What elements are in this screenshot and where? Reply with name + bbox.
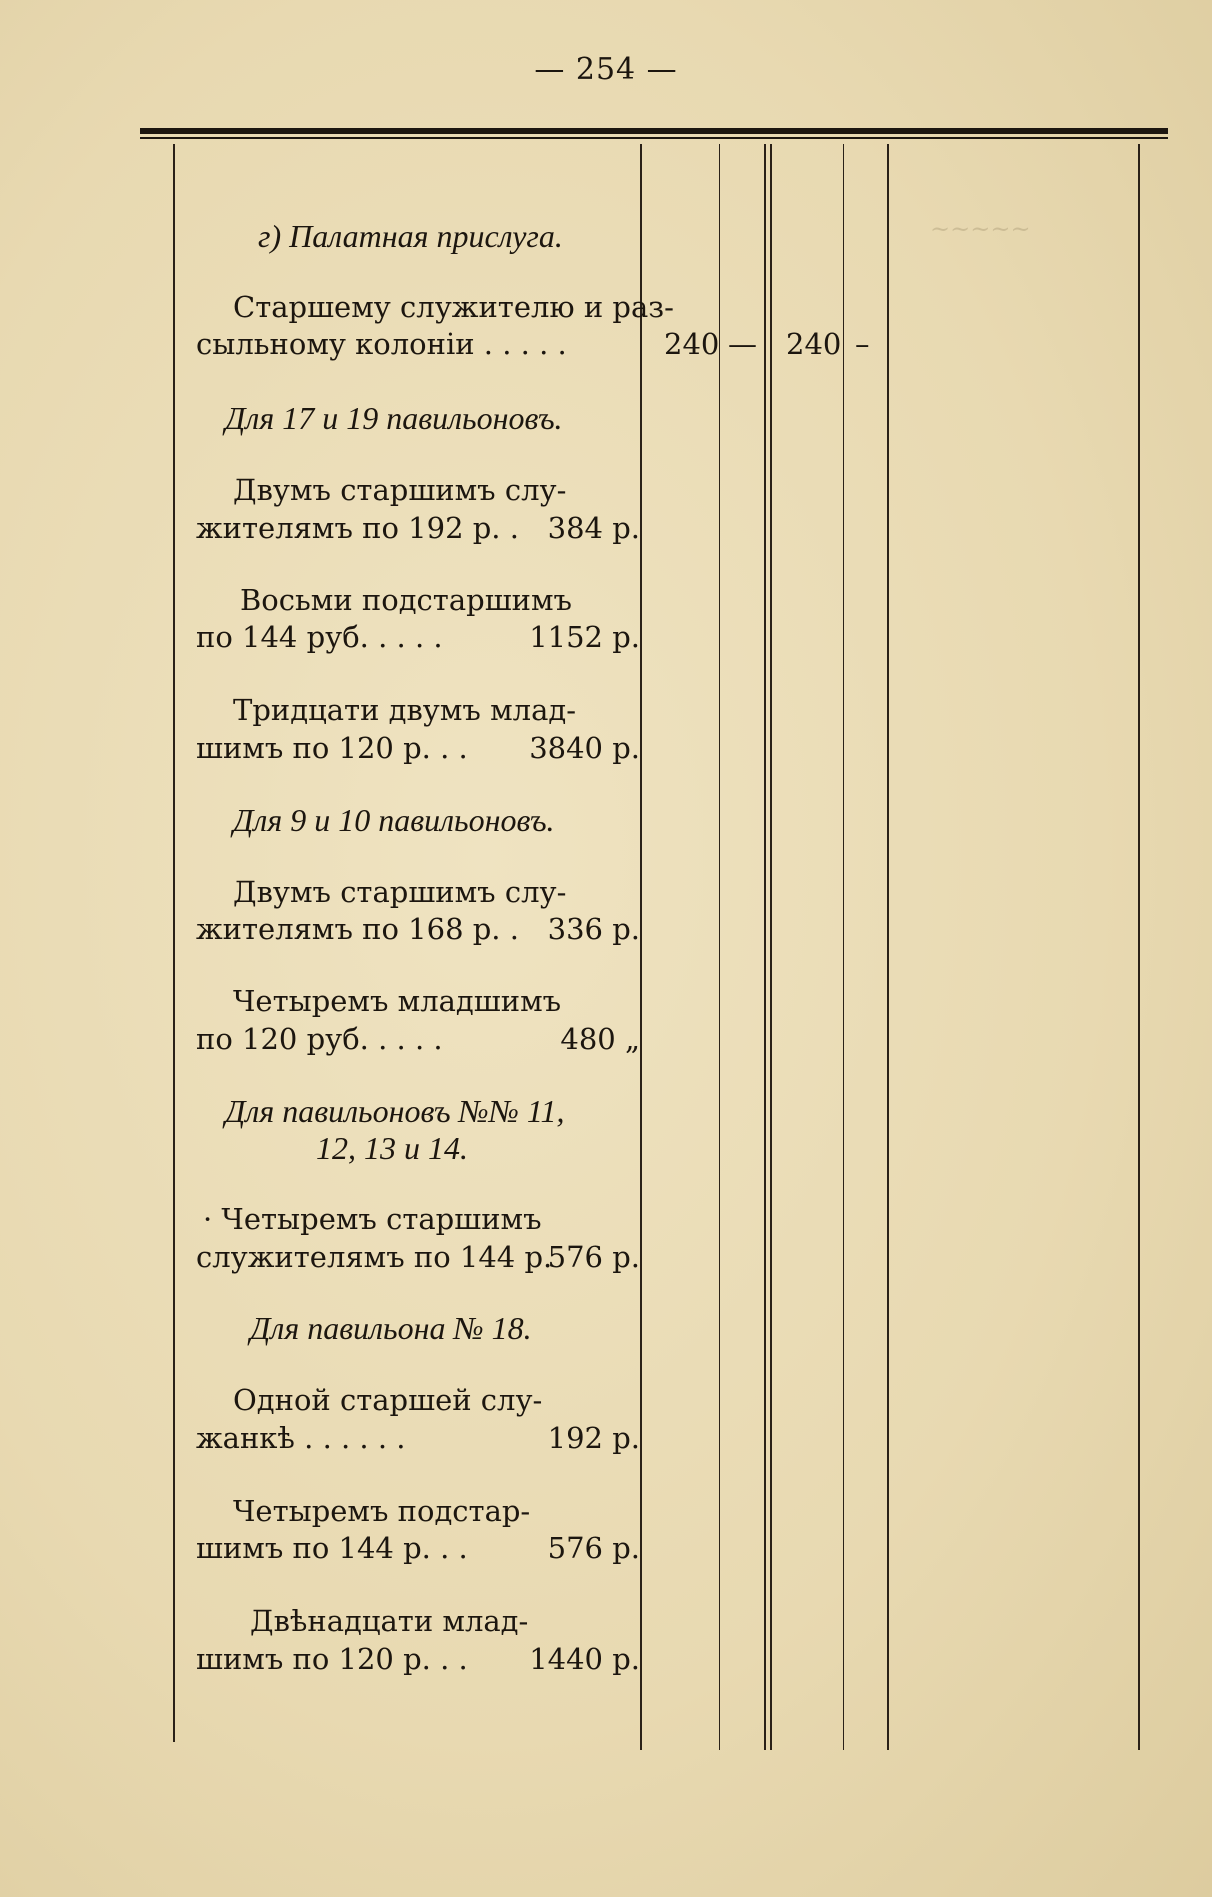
entry-line: шимъ по 120 р. . . <box>196 1642 468 1676</box>
sub-amount: 576 р. <box>547 1240 640 1274</box>
amount-kopecks: – <box>855 327 870 361</box>
entry-line: Четыремъ младшимъ <box>233 984 562 1018</box>
entry-line: шимъ по 144 р. . . <box>196 1531 468 1565</box>
entry-line: служителямъ по 144 р. <box>196 1240 553 1274</box>
entry-line: жителямъ по 192 р. . <box>196 511 519 545</box>
sub-amount: 480 „ <box>560 1022 640 1056</box>
entry-line: жителямъ по 168 р. . <box>196 912 519 946</box>
table-right-border <box>1138 144 1140 1750</box>
amount-rubles: 240 <box>664 327 720 361</box>
sub-amount: 1152 р. <box>529 620 640 654</box>
sub-amount: 576 р. <box>547 1531 640 1565</box>
column-divider <box>770 144 772 1750</box>
sub-amount: 1440 р. <box>529 1642 640 1676</box>
entry-line: шимъ по 120 р. . . <box>196 731 468 765</box>
entry-line: сыльному колоніи . . . . . <box>196 327 567 361</box>
entry-line: жанкѣ . . . . . . <box>196 1421 406 1455</box>
entry-line: Четыремъ подстар- <box>233 1494 531 1528</box>
column-divider <box>843 144 844 1750</box>
entry-line: Тридцати двумъ млад- <box>233 693 577 727</box>
bleed-through-text: ~~~~~ <box>930 215 1031 243</box>
entry-line: Восьми подстаршимъ <box>240 583 572 617</box>
group-heading: Для павильоновъ №№ 11, <box>225 1093 565 1129</box>
group-heading: Для павильона № 18. <box>250 1310 532 1346</box>
section-title: г) Палатная прислуга. <box>258 218 563 254</box>
group-heading: Для 9 и 10 павильоновъ. <box>233 802 555 838</box>
table-left-border <box>173 144 175 1742</box>
top-rule-thin <box>140 137 1168 139</box>
entry-line: по 144 руб. . . . . <box>196 620 443 654</box>
amount-rubles: 240 <box>786 327 842 361</box>
column-divider <box>640 144 642 1750</box>
entry-line: Старшему служителю и раз- <box>233 290 674 324</box>
column-divider <box>719 144 720 1750</box>
entry-line: Одной старшей слу- <box>233 1383 543 1417</box>
entry-line: Двумъ старшимъ слу- <box>233 875 567 909</box>
amount-kopecks: — <box>728 327 757 361</box>
entry-line: Двумъ старшимъ слу- <box>233 473 567 507</box>
column-divider <box>764 144 766 1750</box>
group-heading: 12, 13 и 14. <box>316 1130 468 1166</box>
entry-line: по 120 руб. . . . . <box>196 1022 443 1056</box>
sub-amount: 3840 р. <box>529 731 640 765</box>
sub-amount: 384 р. <box>547 511 640 545</box>
entry-line: Двѣнадцати млад- <box>250 1604 529 1638</box>
group-heading: Для 17 и 19 павильоновъ. <box>225 400 563 436</box>
entry-line: · Четыремъ старшимъ <box>203 1202 542 1236</box>
page-number: — 254 — <box>534 52 678 87</box>
sub-amount: 336 р. <box>547 912 640 946</box>
sub-amount: 192 р. <box>547 1421 640 1455</box>
top-rule-thick <box>140 128 1168 134</box>
column-divider <box>887 144 889 1750</box>
